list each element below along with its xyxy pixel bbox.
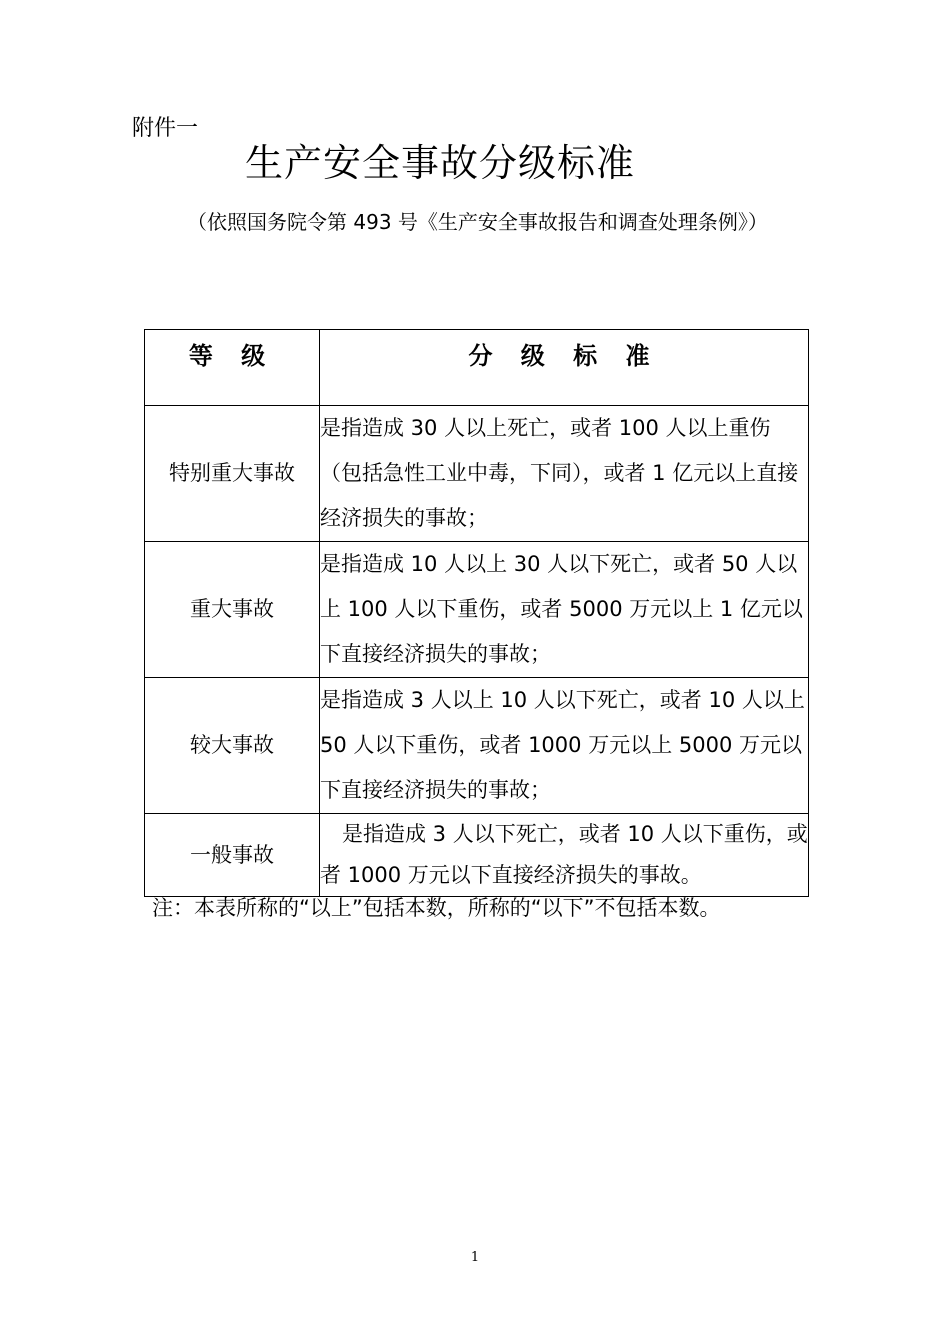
standard-cell xyxy=(320,814,809,897)
table-row xyxy=(145,406,809,542)
table-header-row xyxy=(145,330,809,406)
document-subtitle: （依照国务院令第 493 号《生产安全事故报告和调查处理条例》） xyxy=(187,210,768,234)
annex-label: 附件一 xyxy=(132,116,199,141)
table-row xyxy=(145,678,809,814)
level-cell: 较大事故 xyxy=(145,678,320,814)
table-row xyxy=(145,542,809,678)
standard-text: 是指造成 3 人以下死亡，或者 10 人以下重伤，或者 1000 万元以下直接经济损失的事故。 xyxy=(320,822,808,887)
level-cell: 一般事故 xyxy=(145,814,320,897)
level-cell: 特别重大事故 xyxy=(145,406,320,542)
header-standard: 分 级 标 准 xyxy=(320,330,809,406)
table-row xyxy=(145,814,809,897)
document-title: 生产安全事故分级标准 xyxy=(244,141,635,185)
standard-cell: 是指造成 30 人以上死亡，或者 100 人以上重伤（包括急性工业中毒，下同），或者 1 亿元以上直接经济损失的事故； xyxy=(320,406,809,542)
grading-table xyxy=(144,329,809,897)
header-level: 等 级 xyxy=(145,330,320,406)
table-note: 注：本表所称的“以上”包括本数，所称的“以下”不包括本数。 xyxy=(152,896,721,920)
standard-cell: 是指造成 10 人以上 30 人以下死亡，或者 50 人以上 100 人以下重伤，或者 5000 万元以上 1 亿元以下直接经济损失的事故； xyxy=(320,542,809,678)
level-cell: 重大事故 xyxy=(145,542,320,678)
page-number: 1 xyxy=(470,1250,480,1265)
standard-cell: 是指造成 3 人以上 10 人以下死亡，或者 10 人以上 50 人以下重伤，或者 1000 万元以上 5000 万元以下直接经济损失的事故； xyxy=(320,678,809,814)
